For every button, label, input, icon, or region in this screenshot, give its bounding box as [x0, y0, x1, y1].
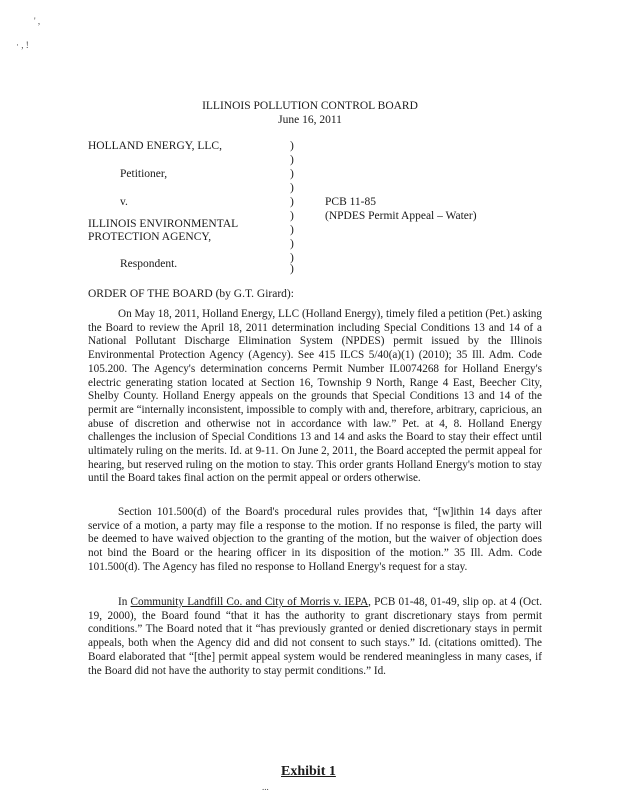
versus: v. [120, 196, 128, 208]
caption-paren: ) [290, 252, 294, 264]
case-type: (NPDES Permit Appeal – Water) [325, 210, 477, 222]
paragraph-2-text: Section 101.500(d) of the Board's procedural rules provides that, “[w]ithin 14 days after service of a motion, a party may file a response to the motion. If no response is filed, the party will be deemed to have waived objection to the granting of the motion, but the waiver of objection does not bind the Board or the hearing officer in its disposition of the motion.” 35 Ill. Adm. Code 101.500(d). The Agency has filed no response to Holland Energy's request for a stay. [88, 506, 542, 573]
board-title: ILLINOIS POLLUTION CONTROL BOARD [202, 100, 418, 112]
paragraph-3-prefix: In [118, 596, 131, 608]
caption-paren: ) [290, 140, 294, 152]
caption-paren: ) [290, 238, 294, 250]
petitioner-role: Petitioner, [120, 168, 168, 180]
paragraph-1 [88, 308, 542, 486]
caption-paren: ) [290, 263, 294, 275]
respondent-name-line1: ILLINOIS ENVIRONMENTAL [88, 218, 239, 230]
order-date: June 16, 2011 [278, 114, 342, 126]
caption-paren: ) [290, 196, 294, 208]
paragraph-3 [88, 596, 542, 678]
respondent-name-line2: PROTECTION AGENCY, [88, 231, 212, 243]
paragraph-3-text: , PCB 01-48, 01-49, slip op. at 4 (Oct. 19, 2000), the Board found “that it has the authority to grant discretionary stays from permit conditions.” The Board noted that it “has previously granted or denied discretionary stays in permit appeals, both when the Agency did and did not consent to such stays.” Id. (citations omitted). The Board elaborated that “[the] permit appeal system would be rendered meaningless in many cases, if the Board did not have the authority to stay permit conditions.” Id. [88, 596, 542, 677]
petitioner-name: HOLLAND ENERGY, LLC, [88, 140, 222, 152]
respondent-role: Respondent. [120, 258, 178, 270]
caption-paren: ) [290, 182, 294, 194]
margin-mark: · , ! [16, 40, 29, 50]
paragraph-2 [88, 506, 542, 575]
case-citation: Community Landfill Co. and City of Morris v. IEPA [130, 596, 369, 608]
caption-paren: ) [290, 210, 294, 222]
order-heading: ORDER OF THE BOARD (by G.T. Girard): [88, 288, 294, 300]
case-number: PCB 11-85 [325, 196, 377, 208]
caption-paren: ) [290, 224, 294, 236]
paragraph-1-text: On May 18, 2011, Holland Energy, LLC (Holland Energy), timely filed a petition (Pet.) asking the Board to review the April 18, 2011 determination including Special Conditions 13 and 14 of a National Pollutant Discharge Elimination System (NPDES) permit issued by the Illinois Environmental Protection Agency (Agency). See 415 ILCS 5/40(a)(1) (2010); 35 Ill. Adm. Code 105.200. The Agency's determination concerns Permit Number IL0074268 for Holland Energy's electric generating station located at Section 16, Township 9 North, Range 4 East, Beecher City, Shelby County. Holland Energy appeals on the grounds that Special Conditions 13 and 14 of the permit are “internally inconsistent, impossible to comply with and, therefore, arbitrary, capricious, an abuse of discretion and otherwise not in accordance with law.” Pet. at 4, 8. Holland Energy challenges the inclusion of Special Conditions 13 and 14 and asks the Board to stay their effect until ultimately ruling on the merits. Id. at 9-11. On June 2, 2011, the Board accepted the permit appeal for hearing, but reserved ruling on the motion to stay. This order grants Holland Energy's motion to stay until the Board takes final action on the permit appeal or orders otherwise. [88, 308, 542, 485]
footer-mark: ... [262, 782, 269, 792]
caption-paren: ) [290, 154, 294, 166]
caption-paren: ) [290, 168, 294, 180]
margin-mark: ' , [34, 16, 41, 26]
exhibit-label: Exhibit 1 [281, 764, 336, 779]
